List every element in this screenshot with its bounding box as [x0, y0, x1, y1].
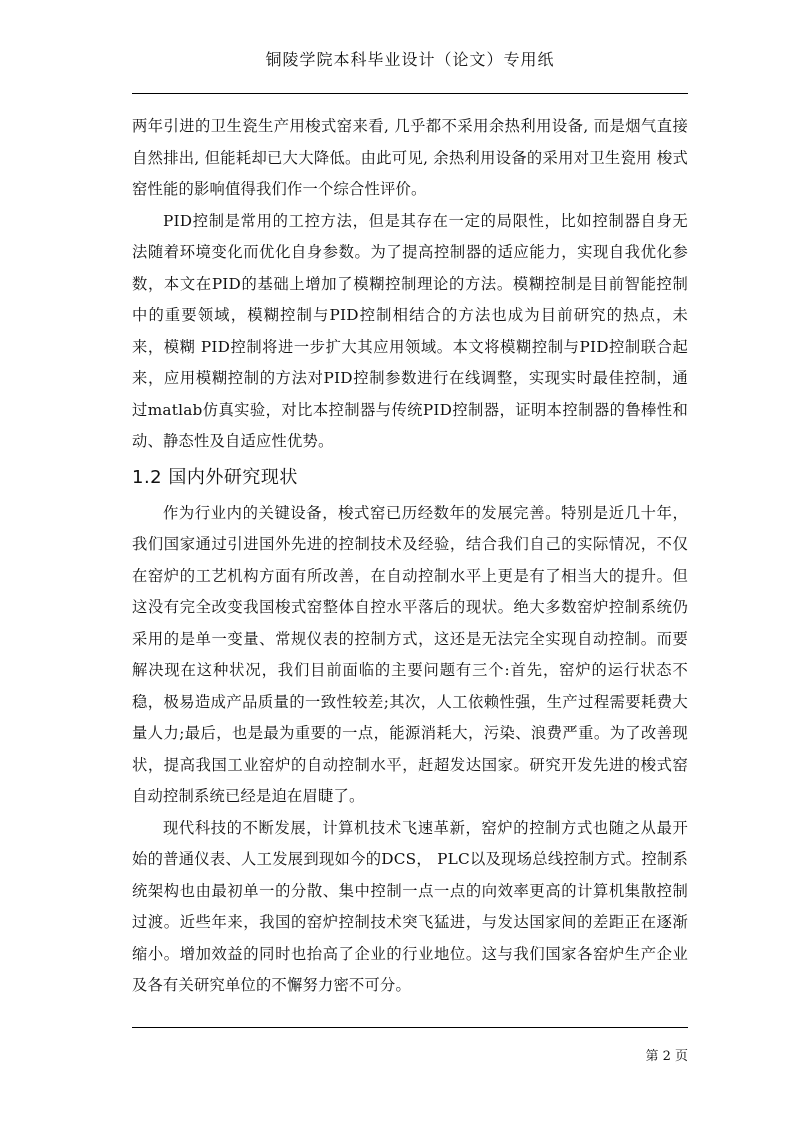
section-heading: 1.2 国内外研究现状 [132, 466, 298, 488]
footer-divider [132, 1027, 688, 1028]
body-paragraph-3: 作为行业内的关键设备，梭式窑已历经数年的发展完善。特别是近几十年，我们国家通过引进国外先进的控制技术及经验，结合我们自己的实际情况，不仅在窑炉的工艺机构方面有所改善，在自动控制水平上更是有了相当大的提升。但这没有完全改变我国梭式窑整体自控水平落后的现状。绝大多数窑炉控制系统仍采用的是单一变量、常规仪表的控制方式，这还是无法完全实现自动控制。而要解决现在这种状况，我们目前面临的主要问题有三个:首先，窑炉的运行状态不稳，极易造成产品质量的一致性较差;其次，人工依赖性强，生产过程需要耗费大量人力;最后，也是最为重要的一点，能源消耗大，污染、浪费严重。为了改善现状，提高我国工业窑炉的自动控制水平，赶超发达国家。研究开发先进的梭式窑自动控制系统已经是迫在眉睫了。 [132, 503, 688, 805]
body-paragraph-1: 两年引进的卫生瓷生产用梭式窑来看, 几乎都不采用余热利用设备, 而是烟气直接自然排出, 但能耗却已大大降低。由此可见, 余热利用设备的采用对卫生瓷用 梭式窑性能的影响值得我们作一个综合性评价。 [132, 117, 688, 198]
page-number: 第 2 页 [645, 1049, 688, 1064]
body-paragraph-2: PID控制是常用的工控方法，但是其存在一定的局限性，比如控制器自身无法随着环境变化而优化自身参数。为了提高控制器的适应能力，实现自我优化参数，本文在PID的基础上增加了模糊控制理论的方法。模糊控制是目前智能控制中的重要领域，模糊控制与PID控制相结合的方法也成为目前研究的热点，未来，模糊 PID控制将进一步扩大其应用领域。本文将模糊控制与PID控制联合起来，应用模糊控制的方法对PID控制参数进行在线调整，实现实时最佳控制，通过matlab仿真实验，对比本控制器与传统PID控制器，证明本控制器的鲁棒性和动、静态性及自适应性优势。 [132, 211, 688, 450]
header-divider [132, 93, 688, 94]
document-body [132, 111, 688, 1002]
page-header-title: 铜陵学院本科毕业设计（论文）专用纸 [265, 50, 555, 69]
body-paragraph-4: 现代科技的不断发展，计算机技术飞速革新，窑炉的控制方式也随之从最开始的普通仪表、人工发展到现如今的DCS， PLC以及现场总线控制方式。控制系统架构也由最初单一的分散、集中控制一点一点的向效率更高的计算机集散控制过渡。近些年来，我国的窑炉控制技术突飞猛进，与发达国家间的差距正在逐渐缩小。增加效益的同时也抬高了企业的行业地位。这与我们国家各窑炉生产企业及各有关研究单位的不懈努力密不可分。 [132, 818, 688, 994]
